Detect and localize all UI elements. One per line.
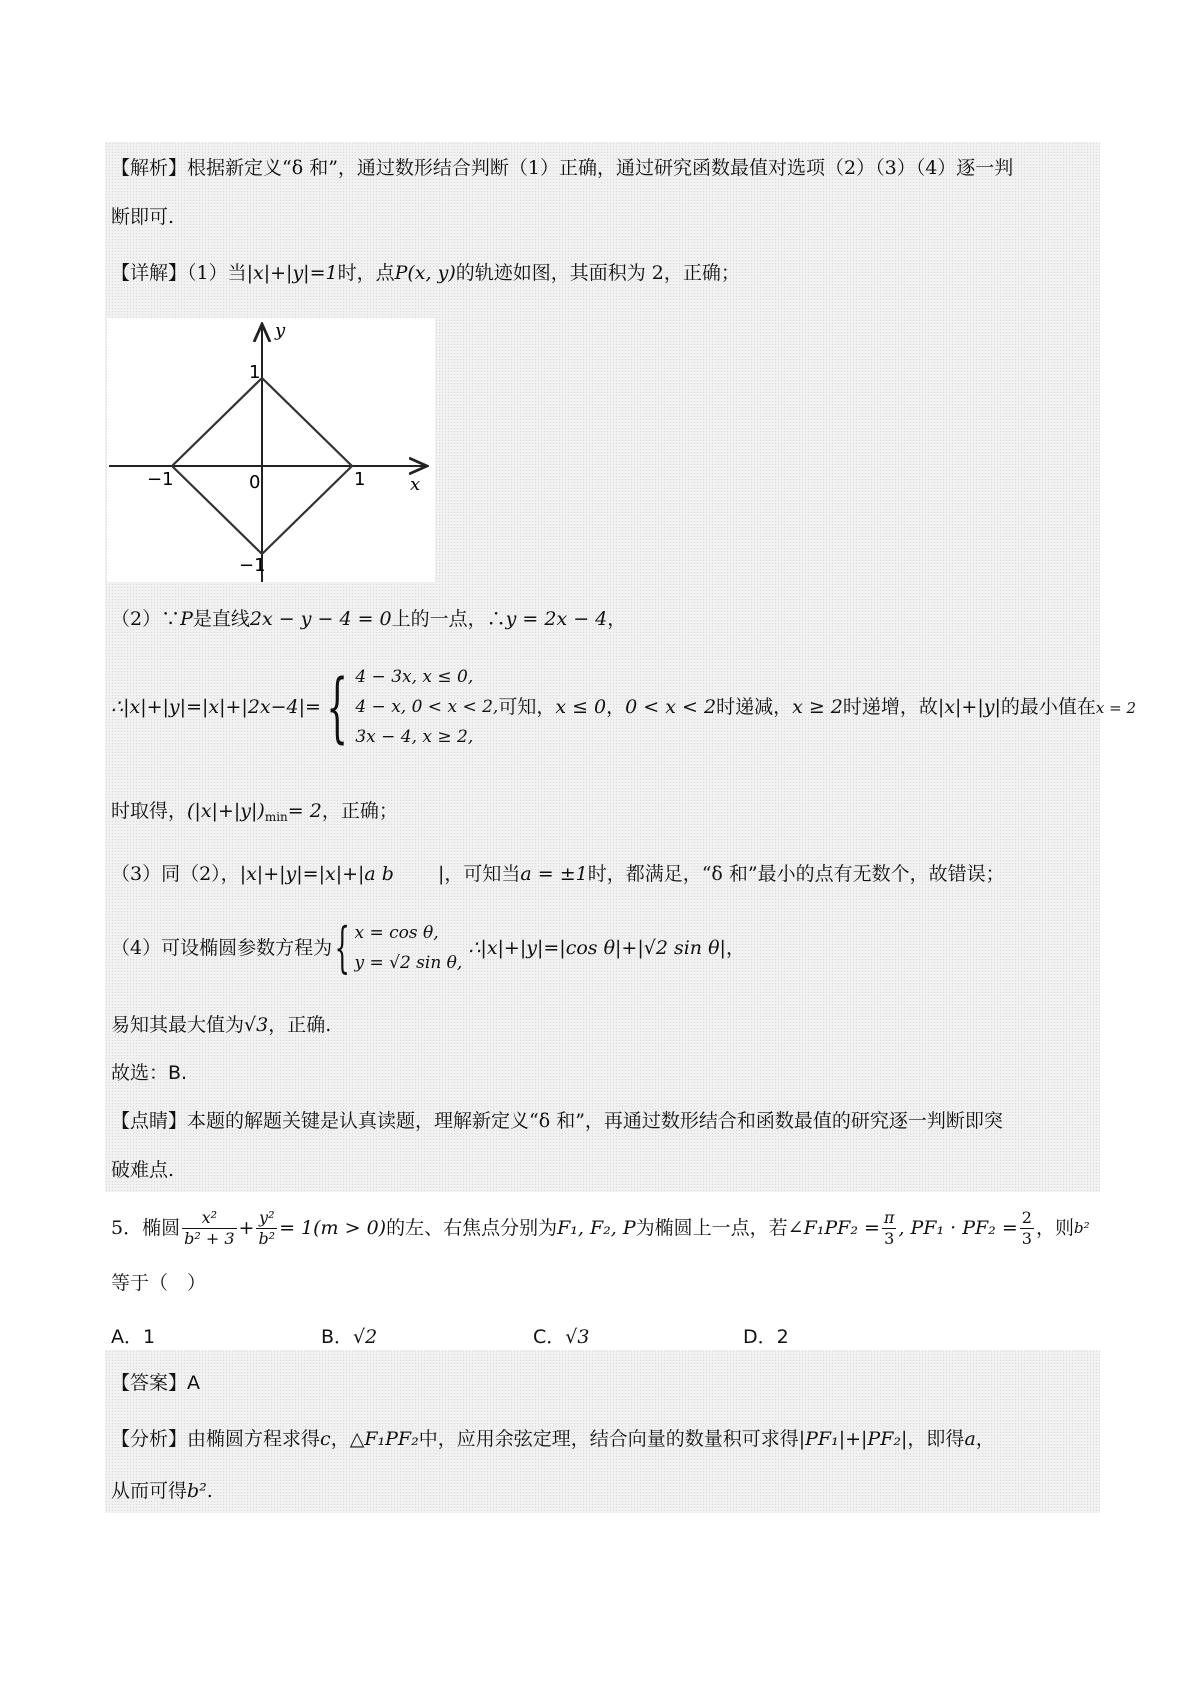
y-axis-label: y [275, 320, 286, 341]
point-p: P [180, 608, 193, 630]
angle: ∠F₁PF₂ = [787, 1217, 880, 1239]
answer-line [111, 1370, 200, 1396]
detail-text: ，正确. [268, 1014, 332, 1036]
cond-3: x ≥ 2 [792, 695, 843, 718]
distance-sum: |PF₁|+|PF₂| [798, 1428, 908, 1450]
analysis2-line-2 [111, 1478, 213, 1504]
a-var: a [964, 1428, 976, 1450]
option-c[interactable] [533, 1322, 589, 1349]
point-p: P(x, y) [394, 262, 456, 284]
b-squared: b² [187, 1480, 207, 1502]
foci: F₁, F₂, P [557, 1217, 636, 1239]
detail-text: （2）∵ [111, 608, 181, 630]
analysis2-label: 【分析】 [111, 1428, 188, 1450]
q5-line-1 [111, 1202, 1090, 1253]
line-equation: 2x − y − 4 = 0 [249, 608, 392, 630]
detail-text: 易知其最大值为 [111, 1014, 245, 1036]
comment-text-2: 破难点. [111, 1159, 175, 1181]
q5-text: 等于（ ） [111, 1272, 207, 1294]
brace: { [334, 916, 351, 979]
detail-text: 的轨迹如图，其面积为 2，正确； [455, 262, 740, 284]
plus: + [238, 1217, 255, 1239]
analysis-line-2 [111, 204, 174, 230]
param-expr: ∴|x|+|y|=|cos θ|+|√2 sin θ| [468, 937, 726, 959]
tick-bottom: −1 [239, 555, 266, 576]
a-value: a = ±1 [520, 863, 588, 885]
detail-text: （3）同（2）， [111, 863, 240, 885]
piecewise-cases [355, 662, 498, 752]
analysis2-text: 中，应用余弦定理，结合向量的数量积可求得 [418, 1428, 799, 1450]
detail-text: 是直线 [192, 608, 250, 630]
detail-text: ， [606, 695, 626, 718]
c-var: c [320, 1428, 331, 1450]
comment-text-1: 本题的解题关键是认真读题，理解新定义“δ 和”，再通过数形结合和函数最值的研究逐一判断即突 [187, 1110, 1003, 1132]
q5-line-2 [111, 1270, 206, 1296]
param-cases [354, 918, 462, 978]
detail-text: 的最小值在 [1000, 695, 1096, 718]
comment-line-2 [111, 1157, 174, 1183]
equation: |x|+|y|=1 [246, 262, 338, 284]
option-a-label: A．1 [111, 1326, 156, 1348]
detail-text: 时递增，故 [842, 695, 938, 718]
detail-text: 时，点 [337, 262, 395, 284]
q5-number: 5．椭圆 [111, 1217, 181, 1239]
detail-text: 时，都满足，“δ 和”最小的点有无数个，故错误； [587, 863, 1005, 885]
brace: { [326, 662, 349, 751]
detail-text: （1）当 [187, 262, 247, 284]
piecewise-line [111, 662, 1136, 752]
analysis2-line-1 [111, 1426, 995, 1452]
analysis-text-2: 断即可. [111, 206, 175, 228]
detail-line-4 [111, 918, 745, 978]
analysis2-text: ， [975, 1428, 995, 1450]
detail-text: 可知， [498, 695, 556, 718]
frac-num: 2 [1021, 1207, 1032, 1227]
min-value: = 2 [287, 800, 322, 822]
frac-num: x² [182, 1208, 236, 1229]
detail-text: （4）可设椭圆参数方程为 [111, 937, 333, 959]
analysis2-text: 由椭圆方程求得 [187, 1428, 321, 1450]
analysis2-text: . [206, 1480, 213, 1502]
tick-left: −1 [147, 469, 174, 490]
detail-line-3: （3）同（2），|x|+|y|=|x|+|a b |，可知当a = ±1时，都满足，“δ 和”最小的点有无数个，故错误； [111, 863, 1005, 885]
fraction-y [256, 1208, 277, 1249]
detail-text: ， [607, 608, 627, 630]
case-3: 3x − 4, x ≥ 2, [355, 727, 474, 747]
option-d[interactable] [743, 1322, 789, 1349]
option-c-label: C． [533, 1326, 566, 1348]
y-equation: y = 2x − 4 [505, 608, 608, 630]
q5-text: ，则 [1035, 1217, 1074, 1239]
analysis2-text: ，即得 [907, 1428, 965, 1450]
option-d-label: D．2 [743, 1326, 789, 1348]
detail-text: ，正确； [321, 800, 398, 822]
frac-den: b² + 3 [184, 1228, 235, 1248]
answer-value: A [187, 1372, 201, 1394]
min-subscript: min [264, 810, 288, 824]
cond-2: 0 < x < 2 [625, 695, 717, 718]
piecewise-lhs: ∴|x|+|y|=|x|+|2x−4|= [111, 696, 321, 718]
option-b-value: √2 [353, 1326, 378, 1348]
frac-num: π [883, 1207, 895, 1227]
detail-text: 上的一点，∴ [391, 608, 506, 630]
x-equals-2: x = 2 [1095, 698, 1137, 717]
frac-den: b² [258, 1228, 276, 1248]
option-b-label: B． [321, 1326, 354, 1348]
q5-text: 的左、右焦点分别为 [386, 1217, 558, 1239]
comment-line-1 [111, 1108, 1003, 1134]
fraction-x [182, 1208, 236, 1249]
detail-text: ，可知当 [444, 863, 521, 885]
case-y: y = √2 sin θ, [354, 953, 463, 973]
fraction-pi [882, 1208, 897, 1249]
abs-expr: |x|+|y| [937, 695, 1001, 718]
case-1: 4 − 3x, x ≤ 0, [355, 667, 474, 687]
fraction-2-3 [1020, 1208, 1034, 1249]
case-2: 4 − x, 0 < x < 2, [355, 697, 499, 717]
choose-line [111, 1060, 187, 1086]
triangle: △F₁PF₂ [349, 1428, 419, 1450]
min-expr: (|x|+|y|) [187, 800, 265, 822]
detail-line-2 [111, 606, 626, 632]
piecewise-rest [498, 696, 1136, 718]
comment-label: 【点睛】 [111, 1110, 188, 1132]
diamond-graph [107, 318, 435, 582]
answer-label: 【答案】 [111, 1372, 188, 1394]
tick-top: 1 [249, 362, 261, 383]
detail-text: ， [725, 937, 745, 959]
choose-text: 故选：B. [111, 1062, 188, 1084]
analysis-text-1: 根据新定义“δ 和”，通过数形结合判断（1）正确，通过研究函数最值对选项（2）（3）（4）逐一判 [187, 157, 1014, 179]
frac-den: 3 [884, 1228, 895, 1248]
abs-expr-3: |x|+|y|=|x|+|a b [239, 863, 394, 885]
frac-num: y² [256, 1208, 277, 1229]
detail-label: 【详解】 [111, 262, 188, 284]
frac-den: 3 [1021, 1228, 1032, 1248]
x-axis-label: x [410, 474, 421, 495]
detail-text: 时取得， [111, 800, 188, 822]
ellipse-eq: = 1(m > 0) [279, 1217, 387, 1239]
max-value: √3 [244, 1014, 269, 1036]
vector-product: , PF₁ · PF₂ = [898, 1217, 1018, 1239]
option-c-value: √3 [565, 1326, 590, 1348]
detail-line-1 [111, 260, 740, 286]
q5-text: 为椭圆上一点，若 [635, 1217, 788, 1239]
detail-line-2c [111, 798, 398, 830]
option-a[interactable] [111, 1322, 155, 1349]
detail-text: 时递减， [716, 695, 793, 718]
case-x: x = cos θ, [354, 923, 439, 943]
b-squared: b² [1073, 1219, 1090, 1237]
graph-svg [107, 318, 435, 582]
option-b[interactable] [321, 1322, 377, 1349]
detail-line-5 [111, 1012, 331, 1038]
analysis-line-1 [111, 155, 1013, 181]
tick-right: 1 [354, 469, 366, 490]
tick-origin: 0 [249, 472, 261, 493]
cond-1: x ≤ 0 [555, 695, 607, 718]
analysis2-text: ， [330, 1428, 350, 1450]
analysis2-text: 从而可得 [111, 1480, 188, 1502]
analysis-label: 【解析】 [111, 157, 188, 179]
